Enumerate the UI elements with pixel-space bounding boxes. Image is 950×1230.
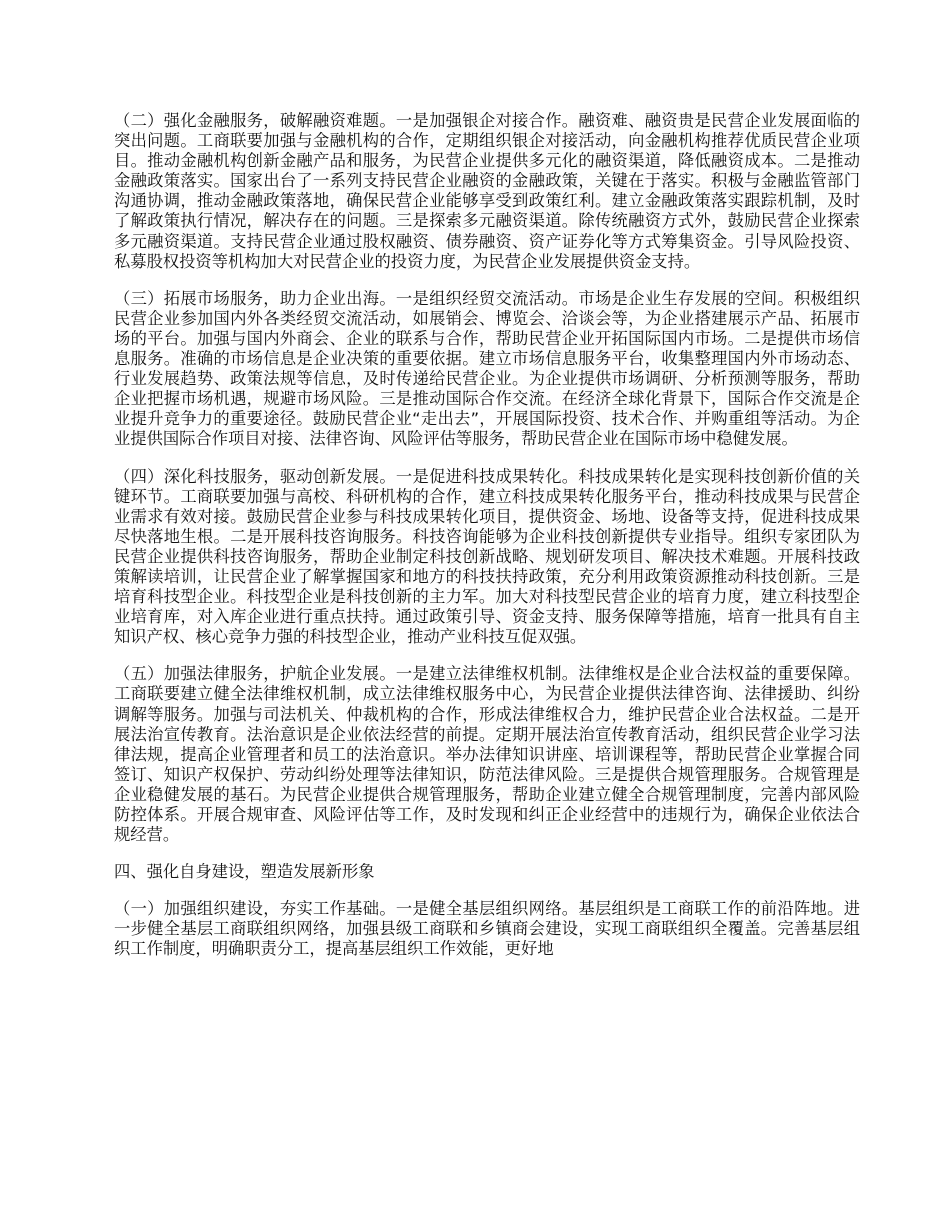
paragraph-tech-services: （四）深化科技服务，驱动创新发展。一是促进科技成果转化。科技成果转化是实现科技创新价值的关键环节。工商联要加强与高校、科研机构的合作，建立科技成果转化服务平台，推动科技成果与民营企业需求有效对接。鼓励民营企业参与科技成果转化项目，提供资金、场地、设备等支持，促进科技成果尽快落地生根。二是开展科技咨询服务。科技咨询能够为企业科技创新提供专业指导。组织专家团队为民营企业提供科技咨询服务，帮助企业制定科技创新战略、规划研发项目、解决技术难题。开展科技政策解读培训，让民营企业了解掌握国家和地方的科技扶持政策，充分利用政策资源推动科技创新。三是培育科技型企业。科技型企业是科技创新的主力军。加大对科技型民营企业的培育力度，建立科技型企业培育库，对入库企业进行重点扶持。通过政策引导、资金支持、服务保障等措施，培育一批具有自主知识产权、核心竞争力强的科技型企业，推动产业科技互促双强。	[114, 466, 860, 647]
document-body	[114, 111, 860, 977]
paragraph-organization-building: （一）加强组织建设，夯实工作基础。一是健全基层组织网络。基层组织是工商联工作的前沿阵地。进一步健全基层工商联组织网络，加强县级工商联和乡镇商会建设，实现工商联组织全覆盖。完善基层组织工作制度，明确职责分工，提高基层组织工作效能，更好地	[114, 899, 860, 959]
paragraph-legal-services: （五）加强法律服务，护航企业发展。一是建立法律维权机制。法律维权是企业合法权益的重要保障。工商联要建立健全法律维权机制，成立法律维权服务中心，为民营企业提供法律咨询、法律援助、纠纷调解等服务。加强与司法机关、仲裁机构的合作，形成法律维权合力，维护民营企业合法权益。二是开展法治宣传教育。法治意识是企业依法经营的前提。定期开展法治宣传教育活动，组织民营企业学习法律法规，提高企业管理者和员工的法治意识。举办法律知识讲座、培训课程等，帮助民营企业掌握合同签订、知识产权保护、劳动纠纷处理等法律知识，防范法律风险。三是提供合规管理服务。合规管理是企业稳健发展的基石。为民营企业提供合规管理服务，帮助企业建立健全合规管理制度，完善内部风险防控体系。开展合规审查、风险评估等工作，及时发现和纠正企业经营中的违规行为，确保企业依法合规经营。	[114, 664, 860, 845]
paragraph-finance-services: （二）强化金融服务，破解融资难题。一是加强银企对接合作。融资难、融资贵是民营企业发展面临的突出问题。工商联要加强与金融机构的合作，定期组织银企对接活动，向金融机构推荐优质民营企业项目。推动金融机构创新金融产品和服务，为民营企业提供多元化的融资渠道，降低融资成本。二是推动金融政策落实。国家出台了一系列支持民营企业融资的金融政策，关键在于落实。积极与金融监管部门沟通协调，推动金融政策落地，确保民营企业能够享受到政策红利。建立金融政策落实跟踪机制，及时了解政策执行情况，解决存在的问题。三是探索多元融资渠道。除传统融资方式外，鼓励民营企业探索多元融资渠道。支持民营企业通过股权融资、债券融资、资产证券化等方式筹集资金。引导风险投资、私募股权投资等机构加大对民营企业的投资力度，为民营企业发展提供资金支持。	[114, 111, 860, 271]
paragraph-market-services: （三）拓展市场服务，助力企业出海。一是组织经贸交流活动。市场是企业生存发展的空间。积极组织民营企业参加国内外各类经贸交流活动，如展销会、博览会、洽谈会等，为企业搭建展示产品、拓展市场的平台。加强与国内外商会、企业的联系与合作，帮助民营企业开拓国际国内市场。二是提供市场信息服务。准确的市场信息是企业决策的重要依据。建立市场信息服务平台，收集整理国内外市场动态、行业发展趋势、政策法规等信息，及时传递给民营企业。为企业提供市场调研、分析预测等服务，帮助企业把握市场机遇，规避市场风险。三是推动国际合作交流。在经济全球化背景下，国际合作交流是企业提升竞争力的重要途径。鼓励民营企业“走出去”，开展国际投资、技术合作、并购重组等活动。为企业提供国际合作项目对接、法律咨询、风险评估等服务，帮助民营企业在国际市场中稳健发展。	[114, 288, 860, 449]
section-heading: 四、强化自身建设，塑造发展新形象	[114, 862, 375, 882]
